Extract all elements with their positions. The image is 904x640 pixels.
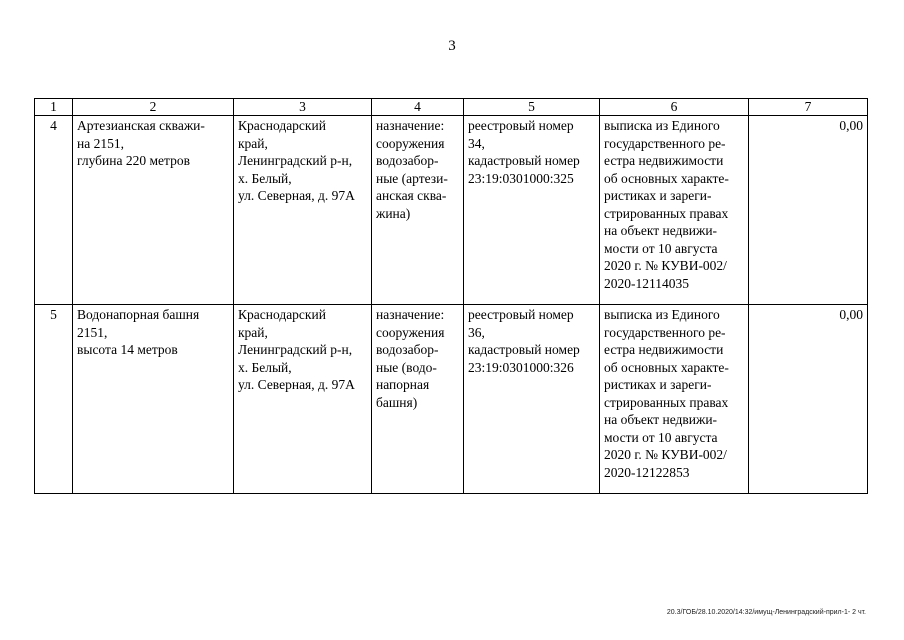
object-address: Краснодарский край, Ленинградский р-н, х. Белый, ул. Северная, д. 97А (234, 305, 372, 494)
column-header-2: 2 (73, 99, 234, 116)
object-value: 0,00 (749, 305, 868, 494)
column-header-4: 4 (372, 99, 464, 116)
column-header-3: 3 (234, 99, 372, 116)
column-header-1: 1 (35, 99, 73, 116)
page-number: 3 (448, 38, 456, 54)
registry-numbers: реестровый номер 34, кадастровый номер 23:19:0301000:325 (464, 116, 600, 305)
property-table (34, 98, 868, 494)
footer-note: 20.3/ГОБ/28.10.2020/14:32/имущ-Ленинградский-прил-1- 2 чт. (666, 609, 866, 616)
object-address: Краснодарский край, Ленинградский р-н, х. Белый, ул. Северная, д. 97А (234, 116, 372, 305)
object-value: 0,00 (749, 116, 868, 305)
column-header-5: 5 (464, 99, 600, 116)
object-purpose: назначение: сооружения водозабор- ные (водо- напорная башня) (372, 305, 464, 494)
table-row (35, 305, 868, 494)
table-row (35, 116, 868, 305)
object-purpose: назначение: сооружения водозабор- ные (артези- анская сква- жина) (372, 116, 464, 305)
registry-document: выписка из Единого государственного ре- естра недвижимости об основных характе- ристиках и зареги- стрированных правах на объект недвижи- мости от 10 августа 2020 г. № КУВИ-002/ 2020-12114035 (600, 116, 749, 305)
object-name: Водонапорная башня 2151, высота 14 метров (73, 305, 234, 494)
object-name: Артезианская скважи- на 2151, глубина 220 метров (73, 116, 234, 305)
registry-numbers: реестровый номер 36, кадастровый номер 23:19:0301000:326 (464, 305, 600, 494)
table-header-row (35, 99, 868, 116)
row-number: 5 (35, 305, 73, 494)
registry-document: выписка из Единого государственного ре- естра недвижимости об основных характе- ристиках и зареги- стрированных правах на объект недвижи- мости от 10 августа 2020 г. № КУВИ-002/ 2020-12122853 (600, 305, 749, 494)
column-header-7: 7 (749, 99, 868, 116)
row-number: 4 (35, 116, 73, 305)
column-header-6: 6 (600, 99, 749, 116)
